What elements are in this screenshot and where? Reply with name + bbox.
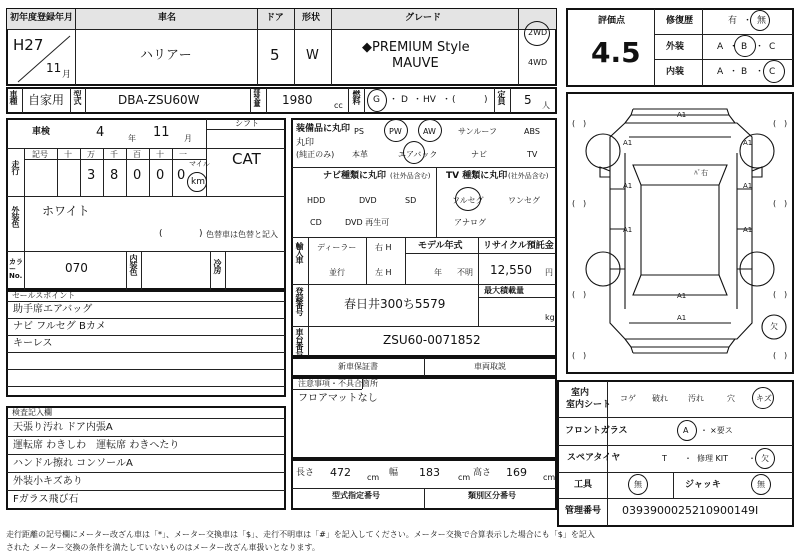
seat-opt-3: 穴: [727, 394, 735, 403]
door-value: 5: [270, 46, 280, 64]
door-label: ドア: [266, 13, 284, 23]
inspector-item-1: 運転席 わきしわ 運転席 わきへたり: [13, 440, 180, 451]
displacement-label: 排気量: [253, 88, 261, 106]
equip-sunroof: サンルーフ: [458, 127, 497, 136]
fuel-opt-3: ・: [413, 95, 423, 105]
height-label: 高さ: [473, 468, 492, 478]
import-right-h: 右 H: [375, 243, 392, 252]
sales-point-2: キーレス: [13, 338, 53, 349]
mileage-header-1: 十: [64, 150, 72, 159]
color-code-label: カラーNo.: [9, 258, 23, 280]
name-value: ハリアー: [140, 48, 192, 63]
color-label: 外装色: [11, 206, 20, 227]
drive-4wd: 4WD: [528, 58, 548, 67]
interior-label: 内装: [666, 67, 685, 77]
inspection-label: 車検: [32, 127, 51, 137]
inspector-item-3: 外装小キズあり: [13, 476, 83, 487]
jack-value: 無: [757, 480, 765, 489]
color-note: 色替車は色替と記入: [206, 230, 278, 239]
sales-point-1: ナビ フルセグ Bカメ: [13, 321, 106, 332]
color-value: ホワイト: [42, 204, 90, 218]
spare-opt-3: ・: [748, 454, 756, 463]
length-cm: cm: [367, 473, 380, 482]
navi-cd: CD: [310, 218, 322, 227]
diagram-paren-7: ): [784, 199, 788, 208]
ac-label: 冷房: [213, 259, 222, 273]
windshield-label: フロントガラス: [565, 426, 628, 436]
windshield-opt-1: ・: [700, 426, 708, 435]
diagram-paren-8: (: [572, 290, 576, 299]
mileage-header-5: 十: [156, 150, 164, 159]
shift-value: CAT: [232, 150, 261, 168]
equip-leather: 本革: [352, 150, 368, 159]
tools-label: 工具: [574, 480, 593, 490]
interior-opt-0: A: [717, 67, 724, 77]
inspector-item-0: 天張り汚れ ドア内張A: [13, 422, 113, 433]
seat-opt-4: キズ: [756, 394, 772, 403]
mileage-header-6: 一: [179, 150, 187, 159]
fuel-opt-1: ・: [389, 95, 399, 105]
diagram-mark-6: A1: [743, 226, 753, 234]
sales-point-0: 助手席エアバッグ: [13, 304, 93, 315]
notes-label: 注意事項・不具合箇所: [298, 379, 378, 388]
equipment-maru: 丸印: [296, 138, 315, 148]
max-load-kg: kg: [545, 313, 555, 322]
model-year-value: 不明: [457, 268, 473, 277]
equip-ps: PS: [354, 127, 364, 136]
width-label: 幅: [389, 468, 399, 478]
navi-type-label: ナビ種類に丸印: [323, 171, 387, 181]
inspection-month-unit: 月: [184, 134, 192, 143]
interior-opt-4: C: [769, 67, 776, 77]
exterior-opt-0: A: [717, 42, 724, 52]
interior-seat-label: 室内シート: [566, 400, 612, 410]
fuel-opt-4: HV: [423, 95, 436, 105]
name-label: 車名: [158, 13, 177, 23]
length-value: 472: [330, 466, 351, 479]
diagram-paren-3: ): [784, 119, 788, 128]
mileage-header-3: 千: [110, 150, 118, 159]
recycle-yen: 円: [545, 268, 553, 277]
shape-value: W: [306, 48, 319, 63]
import-label: 輸入車: [295, 242, 304, 263]
spare-opt-4: 欠: [761, 454, 769, 463]
diagram-mark-4: A1: [743, 182, 753, 190]
windshield-opt-0: A: [683, 426, 689, 435]
tv-oneseg: ワンセグ: [508, 196, 540, 205]
exterior-opt-3: ・: [755, 42, 765, 52]
diagram-mark-0: A1: [677, 111, 687, 119]
spare-opt-0: T: [662, 454, 667, 463]
registration-value: 春日井300ち5579: [344, 297, 446, 311]
cc-unit: cc: [334, 101, 343, 110]
spare-opt-2: 修理 KIT: [697, 454, 729, 463]
interior-opt-2: B: [741, 67, 748, 77]
model-label: 型式: [73, 90, 82, 104]
repair-opt-0: 有: [728, 16, 738, 26]
equip-tv: TV: [527, 150, 538, 159]
seat-opt-0: コゲ: [620, 394, 636, 403]
recycle-label: リサイクル預託金: [483, 241, 554, 251]
diagram-mark-9: ﾊﾞ右: [694, 169, 708, 177]
fuel-label: 燃料: [352, 90, 361, 104]
diagram-paren-5: ): [583, 199, 587, 208]
diagram-paren-0: (: [572, 119, 576, 128]
recycle-value: 12,550: [490, 263, 532, 277]
interior-opt-1: ・: [729, 67, 739, 77]
new-car-warranty: 新車保証書: [338, 362, 378, 371]
mileage-digit-0: 3: [87, 168, 96, 183]
chassis-value: ZSU60-0071852: [383, 333, 481, 347]
inspection-year: 4: [96, 125, 105, 140]
management-label: 管理番号: [565, 506, 602, 516]
tv-fullseg: フルセグ: [452, 196, 484, 205]
import-dealer: ディーラー: [317, 243, 357, 252]
capacity-unit: 人: [542, 101, 550, 110]
diagram-paren-10: (: [773, 290, 777, 299]
tv-type-sub: (社外品含む): [508, 172, 549, 180]
interior-color-label: 内装色: [129, 254, 138, 275]
max-load-label: 最大積載量: [484, 286, 524, 295]
type-designation-label: 型式指定番号: [332, 491, 380, 500]
fuel-opt-7: ): [484, 95, 488, 105]
spare-opt-1: ・: [684, 454, 692, 463]
diagram-paren-2: (: [773, 119, 777, 128]
repair-opt-2: 無: [757, 16, 767, 26]
footer-line1: 走行距離の記号欄にメーター改ざん車は「*」、メーター交換車は「$」、走行不明車は「#」を記入してください。メーター交換で合算表示した場合にも「$」を記入: [6, 530, 595, 539]
exterior-opt-1: ・: [729, 42, 739, 52]
tools-value: 無: [634, 480, 642, 489]
equipment-label: 装備品に丸印: [296, 124, 351, 134]
tv-type-label: TV 種類に丸印: [446, 171, 508, 181]
grade-line1: ◆PREMIUM Style: [362, 40, 470, 55]
height-value: 169: [506, 466, 527, 479]
equip-pw: PW: [389, 127, 402, 136]
model-year-unit: 年: [434, 268, 442, 277]
diagram-paren-15: ): [784, 351, 788, 360]
sales-points-label: セールスポイント: [12, 291, 76, 300]
diagram-paren-13: ): [583, 351, 587, 360]
navi-type-sub: (社外品含む): [390, 172, 431, 180]
shift-label: シフト: [235, 119, 259, 128]
width-cm: cm: [458, 473, 471, 482]
registration-label: 登録番号: [295, 287, 304, 315]
import-parallel: 並行: [329, 268, 345, 277]
fuel-opt-0: G: [373, 95, 380, 105]
grade-label: グレード: [405, 13, 442, 23]
diagram-mark-8: A1: [677, 292, 687, 300]
first-reg-era: H27: [13, 36, 44, 54]
navi-dvd-play: DVD 再生可: [345, 218, 390, 227]
mile-label: マイル: [189, 160, 210, 168]
score-label: 評価点: [598, 16, 626, 26]
equip-airbag: エアバック: [398, 150, 438, 159]
diagram-paren-1: ): [583, 119, 587, 128]
diagram-mark-7: A1: [677, 314, 687, 322]
notes-value: フロアマットなし: [298, 393, 378, 404]
first-reg-label: 初年度登録年月: [10, 13, 74, 23]
shape-label: 形状: [302, 13, 321, 23]
repair-circle: [750, 10, 770, 31]
exterior-label: 外装: [666, 42, 685, 52]
model-year-label: モデル年式: [418, 241, 463, 251]
vehicle-manual: 車両取説: [474, 362, 506, 371]
exterior-circle: [734, 35, 756, 57]
jack-label: ジャッキ: [685, 480, 721, 490]
management-value: 0393900025210900149I: [622, 504, 759, 517]
diagram-mark-3: A1: [623, 182, 633, 190]
model-value: DBA-ZSU60W: [118, 93, 200, 107]
diagram-missing: 欠: [770, 322, 778, 331]
color-code-value: 070: [65, 261, 88, 275]
diagram-paren-12: (: [572, 351, 576, 360]
seat-opt-1: 破れ: [652, 394, 668, 403]
windshield-opt-2: ×要ス: [710, 426, 733, 435]
diagram-paren-4: (: [572, 199, 576, 208]
km-label: km: [191, 177, 205, 187]
grade-line2: MAUVE: [392, 56, 439, 71]
displacement-value: 1980: [282, 93, 313, 107]
diagram-paren-9: ): [583, 290, 587, 299]
navi-dvd: DVD: [359, 196, 377, 205]
repair-opt-1: ・: [743, 16, 753, 26]
capacity-value: 5: [524, 93, 532, 107]
diagram-paren-11: ): [784, 290, 788, 299]
footer-line2: された メーター交換の条件を満たしていないものはメーター改ざん車扱いとなります。: [6, 543, 320, 552]
mileage-header-0: 記号: [32, 150, 48, 159]
car-diagram: [567, 93, 793, 373]
mileage-digit-1: 8: [110, 168, 119, 183]
mileage-label: 走行: [11, 160, 20, 174]
width-value: 183: [419, 466, 440, 479]
exterior-opt-4: C: [769, 42, 776, 52]
interior-seat-label-1: 室内: [571, 388, 590, 398]
inspector-label: 検査記入欄: [12, 408, 52, 417]
fuel-opt-6: (: [452, 95, 456, 105]
exterior-opt-2: B: [741, 42, 748, 52]
usage-value: 自家用: [28, 93, 65, 107]
mileage-digit-4: 0: [177, 168, 186, 183]
import-left-h: 左 H: [375, 268, 392, 277]
drive-2wd: 2WD: [528, 28, 548, 37]
navi-sd: SD: [405, 196, 417, 205]
color-paren-close: ): [199, 229, 203, 239]
inspector-item-4: Fガラス飛び石: [13, 494, 79, 505]
mileage-header-4: 百: [133, 150, 141, 159]
diagram-mark-5: A1: [623, 226, 633, 234]
interior-circle: [763, 60, 785, 83]
height-cm: cm: [543, 473, 556, 482]
equip-abs: ABS: [524, 127, 540, 136]
seat-opt-2: 汚れ: [688, 394, 704, 403]
mileage-digit-2: 0: [133, 168, 142, 183]
equip-aw: AW: [423, 127, 436, 136]
inspection-year-unit: 年: [128, 134, 136, 143]
fuel-opt-5: ・: [442, 95, 452, 105]
mileage-digit-3: 0: [156, 168, 165, 183]
diagram-mark-1: A1: [623, 139, 633, 147]
tv-analog: アナログ: [454, 218, 486, 227]
category-label: 類別区分番号: [468, 491, 516, 500]
usage-label: 車種: [9, 90, 18, 104]
inspection-month: 11: [153, 125, 170, 140]
repair-label: 修復歴: [666, 16, 694, 26]
first-reg-month: 11: [46, 61, 62, 75]
capacity-label: 定員: [497, 90, 506, 104]
diagram-mark-2: A1: [743, 139, 753, 147]
equipment-sub: (純正のみ): [296, 150, 335, 159]
diagram-paren-14: (: [773, 351, 777, 360]
diagram-paren-6: (: [773, 199, 777, 208]
inspector-item-2: ハンドル擦れ コンソールA: [13, 458, 133, 469]
fuel-opt-2: D: [401, 95, 408, 105]
navi-hdd: HDD: [307, 196, 326, 205]
mileage-header-2: 万: [87, 150, 95, 159]
color-paren-open: (: [159, 229, 163, 239]
chassis-label: 車台番号: [295, 328, 304, 356]
first-reg-month-unit: 月: [62, 70, 72, 80]
spare-tire-label: スペアタイヤ: [567, 453, 621, 463]
score-value: 4.5: [591, 36, 641, 69]
interior-opt-3: ・: [755, 67, 765, 77]
length-label: 長さ: [296, 468, 315, 478]
equip-navi: ナビ: [471, 150, 487, 159]
